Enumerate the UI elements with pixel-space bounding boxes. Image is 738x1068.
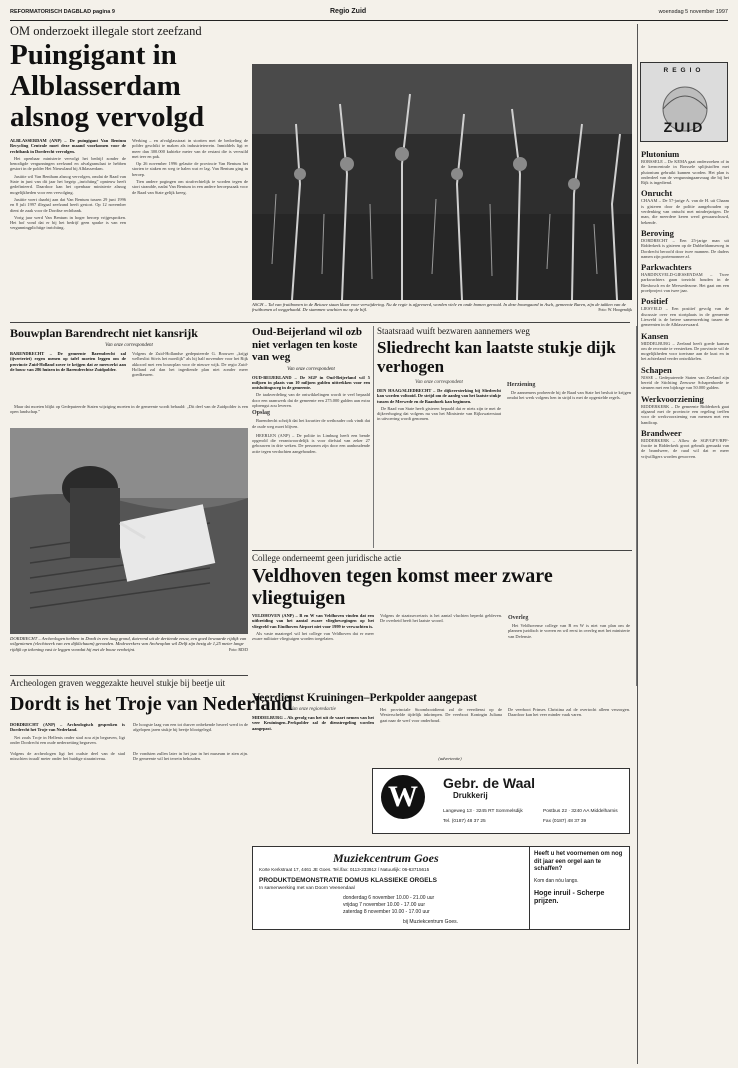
- lead-headline: Puingigant in Alblasserdam alsnog vervolgd: [10, 39, 205, 133]
- archeologen-headline-wrap: [10, 692, 293, 722]
- lead-para: Werking – en afvalglasstraat in stortten met de bedoeling de polder geschikt te maken als industrieterrein. Inmiddels ligt er meer dan 300.000 kubieke meter van de restant die is vervuild met teer en pak.: [132, 138, 248, 159]
- archeologen-para: De vondsten zullen later in het jaar in het museum te zien zijn. De gemeente wil het terrein behouden.: [133, 751, 248, 762]
- de-waal-postbus: Postbus 22 · 3240 AA Middelharnis: [543, 809, 618, 814]
- bouwplan-story: [10, 326, 248, 406]
- brief-parkwachters: [641, 262, 729, 293]
- veldhoven-para: Volgens de staatssecretaris is het aantal vluchten beperkt gebleven. De overheid heeft het laatste woord.: [380, 613, 502, 624]
- archeologen-headline: Dordt is het Troje van Nederland: [10, 693, 293, 715]
- kruiningen-para: De veerboot Prinses Christina zal de overtocht alleen verzorgen. Daardoor kan het veer minder vaak varen.: [508, 707, 630, 718]
- ad-muziekcentrum: [252, 846, 630, 930]
- orchard-caption: [252, 302, 632, 320]
- oud-beijerland-headline: Oud-Beijerland wil ozb niet verlagen ten koste van weg: [252, 326, 363, 363]
- sliedrecht-headline: Sliedrecht kan laatste stukje dijk verhogen: [377, 338, 616, 376]
- masthead-paper: REFORMATORISCH DAGBLAD pagina 9: [10, 9, 115, 15]
- archeology-caption-text: DORDRECHT – Archeologen hebben in Dordt in een laag grond, daterend uit de dertiende eeuw, een goed bewaarde rijdijk van wilgentenen (vlechtwerk van een dijklichaam) gevonden. Medewerkers van Archeoplan wil Delft zijn bezig de 1,25 meter lange rijdijk op tekening vast te leggen voordat hij met de bouw verdwijnt.: [10, 636, 247, 652]
- advertisement-label: (advertentie): [438, 756, 462, 761]
- kruiningen-para: Het provinciale Stoombootdienst zal de veerdienst op de Westerschelde tijdelijk inkrimpen. De veerboot Koningin Juliana gaat naar de werf voor onderhoud.: [380, 707, 502, 723]
- oud-beijerland-para: De taakverdeling van de ontwikkelingen wordt te veel bepaald door een raamwerk dat de gemeente een 275.000 gulden aan extra opbrengst zou leveren.: [252, 392, 370, 408]
- bouwplan-para: Maar dat moeten blijkt op Gedeputeerde Staten wijziging moeten in de gemeente wordt behaald: „Dit deel van de Zuidpolder is een open landschap.”: [10, 404, 248, 415]
- muziek-date: zaterdag 8 november 10.00 - 17.00 uur: [343, 909, 430, 915]
- bouwplan-intro: BARENDRECHT – De gemeente Barendrecht zal (ijverteriet) ergen menen op tafel moeten leggen om de provincie Zuid-Holland zover te krijgen dat ze meewerkt aan de bouw van 286 huizen in de Barendrechtse Zuidpolder.: [10, 351, 126, 372]
- de-waal-phone: Tel. (0187) 48 37 25: [443, 819, 486, 824]
- ad-de-waal: [372, 768, 630, 834]
- kruiningen-intro: MIDDELBURG – Als gevolg van het uit de vaart nemen van het veer Kruiningen–Perkpolder zal de dienstregeling worden aangepast.: [252, 715, 374, 731]
- brief-kansen: [641, 331, 729, 362]
- muziek-date: donderdag 6 november 10.00 - 21.00 uur: [343, 895, 435, 901]
- bouwplan-headline: Bouwplan Barendrecht niet kansrijk: [10, 326, 198, 340]
- sliedrecht-byline: Van onze correspondent: [415, 380, 463, 385]
- sliedrecht-story: [377, 326, 631, 548]
- sliedrecht-sub: Herziening: [507, 382, 536, 388]
- lead-para: Op 26 november 1996 gelastte de provincie Van Bentum het storten te staken en weg te halen wat er lag. Van Bentum ging in beroep.: [132, 161, 248, 177]
- brief-schapen: [641, 365, 729, 391]
- brief-text: RIDDERKERK – De gemeente Ridderkerk gaat afgaand met de provincie een regeling treffen voor de werkvoorziening van mensen met een handicap.: [641, 403, 729, 425]
- archeology-caption-credit: Foto: RD/D: [228, 646, 248, 652]
- orchard-caption-credit: Foto: W. Hoogendijk: [598, 307, 632, 313]
- archeologen-para: Volgens de archeologen ligt het oudste deel van de stad misschien twaalf meter onder het huidige straatniveau.: [10, 751, 125, 762]
- heerlen-brief: HEERLEN (ANP) – De politie in Limburg heeft een bende opgerold die verantwoordelijk is voor diefstal van zeker 27 gebouwen in drie weken. De personen zijn door een aanhoudende actie tegen verdachten aangehouden.: [252, 432, 370, 454]
- brief-title: Brandweer: [641, 427, 682, 438]
- muziek-right-panel: [529, 847, 629, 929]
- sidebar-briefs: [641, 146, 729, 1064]
- veldhoven-story: [252, 553, 632, 687]
- muziek-address: Korte Kerkstraat 17, 4461 JE Goes. Tel./fax: 0113-233912 / Natuurlijk: 06-63715615: [259, 867, 430, 872]
- brief-text: BORSSELE – De KEMA gaat onderzoeken of in de kerncentrale in Borssele splijtstoffen met plutonium gebruikt kunnen worden. Het plan is onderdeel van de vergunningaanvraag die bij het Rijk is ingediend.: [641, 159, 729, 186]
- brief-positief: [641, 296, 729, 327]
- brief-text: NISSE – Gedeputeerde Staten van Zeeland zijn bereid de Stichting Zeeuwse Schapenhoede te steunen met een bijdrage van 50.000 gulden.: [641, 374, 729, 391]
- de-waal-name: Gebr. de Waal: [443, 775, 536, 791]
- brief-text: RIDDERKERK – Allow de SGP/GPV/RPF-fractie in Ridderkerk groot gebruik gemaakt van de brandweer, de raad wil dat er meer vrijwilligers worden geworven.: [641, 437, 729, 459]
- veldhoven-sub: Overleg: [508, 615, 529, 621]
- brief-title: Werkvoorziening: [641, 393, 704, 404]
- sliedrecht-para: De aannemers probeerde bij de Raad van State het besluit te krijgen omdat het werk volgens hen in strijd is met de opgestelde regels.: [507, 390, 631, 401]
- brief-title: Positief: [641, 296, 668, 307]
- oud-beijerland-story: [252, 326, 370, 548]
- de-waal-logo: W: [381, 775, 425, 819]
- muziek-right-bottom: Hoge inruil - Scherpe prijzen.: [534, 889, 605, 905]
- veldhoven-kicker: College onderneemt geen juridische actie: [252, 553, 401, 563]
- sliedrecht-para: De Raad van State heeft gisteren bepaald dat er niets zijn te met de dijkverhoging dat volgens nu van het Ministerie van Rijkswaterstaat in uitvoering wordt genomen.: [377, 405, 501, 422]
- brief-brandweer: [641, 428, 729, 459]
- oud-beijerland-sub: Opslag: [252, 410, 271, 417]
- oud-beijerland-byline: Van onze correspondent: [287, 366, 335, 372]
- muziek-demo: PRODUKTDEMONSTRATIE DOMUS KLASSIEKE ORGELS: [259, 877, 437, 884]
- brief-title: Kansen: [641, 330, 669, 341]
- orchard-image: [252, 64, 632, 300]
- brief-text: DORDRECHT – Een 25-jarige man uit Ridderkerk is gisteren op de Dubbeldamseweg in Dordrecht beroofd door twee mannen. De daders namen zijn portemonnee af.: [641, 237, 729, 259]
- muziek-name: Muziekcentrum Goes: [333, 851, 439, 865]
- archeology-photo: [10, 428, 248, 634]
- de-waal-address: Langeweg 13 · 3245 RT Sommelsdijk: [443, 809, 523, 814]
- veldhoven-para: Het Veldhovense college van B en W is niet van plan om de plannen juridisch te voeren en wil eerst in overleg met het ministerie van Defensie.: [508, 623, 630, 639]
- brief-werkvoorziening: [641, 394, 729, 425]
- kruiningen-byline: Van onze regioredactie: [290, 707, 336, 712]
- brief-title: Onrucht: [641, 188, 673, 199]
- brief-title: Beroving: [641, 227, 674, 238]
- masthead-section: Regio Zuid: [330, 8, 367, 15]
- brief-onrucht: [641, 188, 729, 224]
- veldhoven-headline: Veldhoven tegen komst meer zware vliegtuigen: [252, 565, 553, 609]
- bouwplan-more: [10, 404, 248, 424]
- bouwplan-para: Volgens de Zuid-Hollandse gedeputeerde G. Brouwer „krijgt welbeslist Stivis het moeilijk” als hij half november voor het Rijk akkoord met een bouwplan voor de nieuwe wijk. De regio Zuid-Holland zal dan het ingediende plan niet zonder meer goedkeuren.: [132, 351, 248, 378]
- lead-para: Vorig jaar werd Van Bentum in hoger beroep vrijgesproken. Het hof vond dat er bij het bedrijf geen sprake is van een vergunningplichtige inrichting.: [10, 214, 126, 231]
- veldhoven-intro: VELDHOVEN (ANP) – B en W van Veldhoven vinden dat een uitbreiding van het aantal zware vliegbewegingen op het vliegveld van Eindhoven Airport niet voor 1999 te verwachten is.: [252, 613, 374, 629]
- kruiningen-headline: Veerdienst Kruiningen–Perkpolder aangepast: [252, 692, 477, 704]
- de-waal-subtitle: Drukkerij: [453, 791, 488, 800]
- archeology-image: [10, 428, 248, 634]
- archeologen-para: De hoogste laag van een tot dusver onbekende heuvel werd in de afgelopen jaren stukje bij beetje blootgelegd.: [133, 722, 248, 733]
- oud-beijerland-intro: OUD-BEIJERLAND – De SGP in Oud-Beijerland wil 5 miljoen in plaats van 10 miljoen gulden uittrekken voor een ontsluitingsweg in de gemeente.: [252, 374, 370, 391]
- regio-zuid-logo: [640, 62, 728, 142]
- lead-para: Justitie voert daarbij aan dat Van Bentum tussen 29 juni 1996 en 8 juli 1997 illegaal zeefzand heeft gestort. Op 12 november dient de zaak voor de Dordtse rechtbank.: [10, 196, 126, 213]
- brief-title: Parkwachters: [641, 262, 692, 273]
- brief-text: MIDDELBURG – Zeeland heeft goede kansen om de recreatie te versterken. De provincie wil de mogelijkheden voor toerisme aan de kust en in het achterland verder ontwikkelen.: [641, 340, 729, 362]
- muziek-date: vrijdag 7 november 10.00 - 17.00 uur: [343, 902, 425, 908]
- sliedrecht-kicker: Staatsraad wuift bezwaren aannemers weg: [377, 326, 530, 336]
- archeologen-para: Net zoals Troje in Hellenis onder stad zou zijn begraven, ligt onder Dordrecht een oude nederzetting begraven.: [10, 734, 125, 745]
- brief-plutonium: [641, 149, 729, 185]
- lead-intro: ALBLASSERDAM (ANP) – De puingigant Van Bentum Recycling Centrale moet deze maand voorkomen voor de rechtbank in Dordrecht vervolgen.: [10, 138, 126, 154]
- lead-para: Justitie wil Van Bentham alsnog vervolgen, omdat de Raad van State in juni van dit jaar het begrip „inrichting” opnieuw heeft gedefinieerd. Daardoor kan het openbaar ministerie alsnog mogelijkheden voor een vervolging.: [10, 173, 126, 195]
- lead-para: Het openbaar ministerie vervolgt het bedrijf zonder de benodigde vergunningen zeefzand en afvalgranulaat te hebben gestort in de polder Het Nieuwland bij Alblasserdam.: [10, 155, 126, 172]
- brief-title: Schapen: [641, 364, 672, 375]
- muziek-sign: bij Muziekcentrum Goes.: [403, 919, 459, 925]
- brief-beroving: [641, 228, 729, 259]
- archeology-caption: [10, 636, 248, 672]
- oud-beijerland-para: Barendrecht schrijft dat het kwartier de wethouder ook vindt dat de oude weg moet blijven.: [252, 418, 370, 429]
- lead-para: Tien andere pogingen om strafrechtelijk te worden tegen de stort strandde, nadat Van Bentum in een andere beroepszaak voor de Raad van State gelijk kreeg.: [132, 179, 248, 195]
- veldhoven-para: Als vaste maatregel wil het college van Veldhoven dat er meer zware militaire vliegtuigen worden toegelaten.: [252, 630, 374, 642]
- muziek-right-mid: Kom dan nóu langs.: [534, 877, 579, 884]
- orchard-caption-text: ASCH – Tal van fruitbomen in de Betuwe staan klaar voor verwijdering. Nu de regie is afgevoerd, worden viele en onde bomen gerooid. In deze boomgaard in Asch, gemeente Buren, zijn de takken van de fruitbomen al weggehaald. De stammen wachten nu op de bijl.: [252, 302, 626, 313]
- orchard-photo: [252, 64, 632, 300]
- masthead: [10, 8, 728, 20]
- masthead-date: woensdag 5 november 1997: [658, 9, 728, 15]
- brief-text: HARDINXVELD-GIESSENDAM – Twee parkwachters gaan toezicht houden in de Biesbosch en de Merwedezone. Het gaat om een proefproject van twee jaar.: [641, 272, 729, 294]
- regio-logo-top: REGIO: [663, 67, 705, 74]
- sliedrecht-intro: DEN HAAG/SLIEDRECHT – De dijkversterking bij Sliedrecht kan worden voltooid. De strijd om de aanleg van het laatste stukje tussen de Merwede en de Baanhoek kan beginnen.: [377, 388, 501, 404]
- lead-story: [10, 24, 248, 314]
- muziek-right-title: Heeft u het voornemen om nog dit jaar een orgel aan te schaffen?: [534, 851, 623, 872]
- brief-text: CHAAM – De 57-jarige A. van de H. uit Chaam is gisteren door de politie aangehouden op verdenking van ontucht met minderjarigen. De man, die meerdere keren werd gewaarschuwd, bekende.: [641, 198, 729, 225]
- lead-kicker: OM onderzoekt illegale stort zeefzand: [10, 24, 202, 38]
- brief-text: LIESVELD – Een positief gevolg van de discussie over een stortplaats in de gemeente Liesveld is de betere samenwerking tussen de gemeenten in de Alblasserwaard.: [641, 306, 729, 328]
- bouwplan-byline: Van onze correspondent: [105, 343, 153, 348]
- muziek-collab: In samenwerking met van Doorn Veenendaal: [259, 886, 355, 891]
- archeologen-intro: DORDRECHT (ANP) – Archeologisch gesproken is Dordrecht het Troje van Nederland.: [10, 722, 125, 733]
- de-waal-fax: Fax (0187) 48 37 39: [543, 819, 587, 824]
- regio-logo-bottom: ZUID: [663, 119, 705, 135]
- archeologen-kicker: Archeologen graven weggezakte heuvel stukje bij beetje uit: [10, 678, 226, 688]
- brief-title: Plutonium: [641, 149, 680, 159]
